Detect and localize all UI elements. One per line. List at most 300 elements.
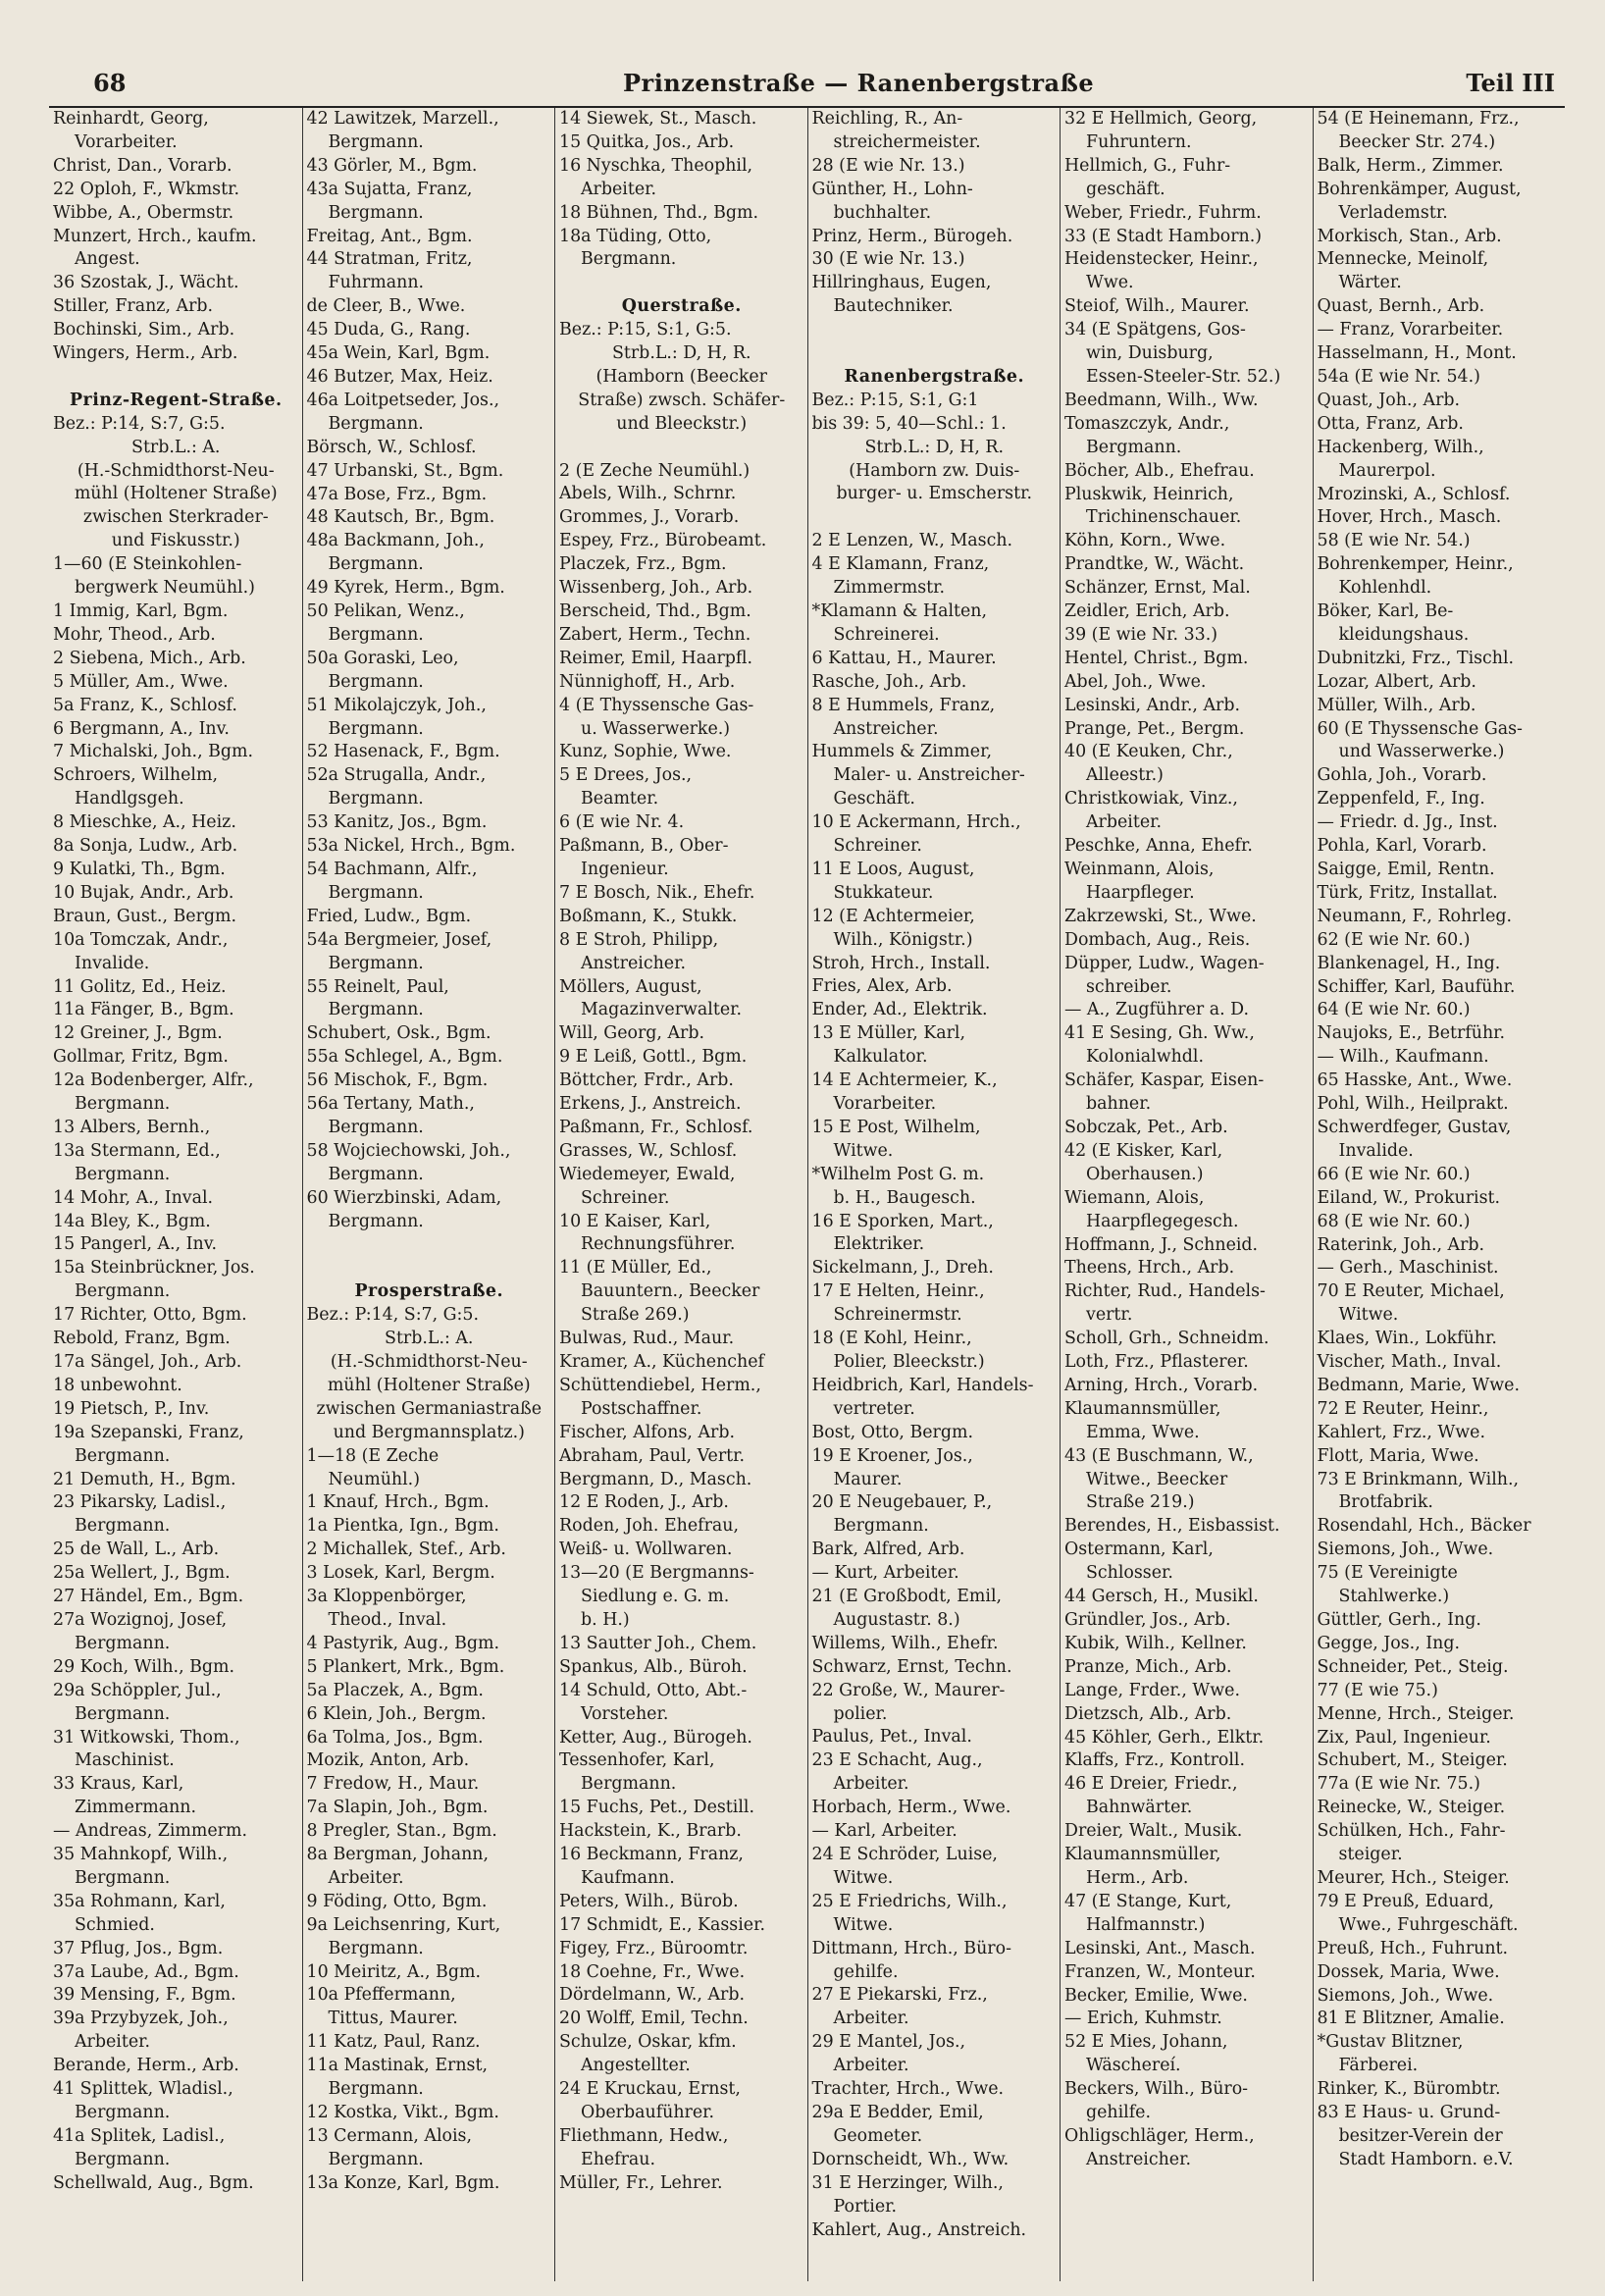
entry-line: 37a Laube, Ad., Bgm. — [53, 1961, 239, 1982]
entry-line: Kohlenhdl. — [1338, 578, 1432, 599]
entry-line: Kubik, Wilh., Kellner. — [1064, 1633, 1247, 1653]
entry-line: 9 Föding, Otto, Bgm. — [306, 1891, 488, 1911]
entry-line: 12 Greiner, J., Bgm. — [53, 1023, 223, 1044]
entry-line: Prinz, Herm., Bürogeh. — [811, 226, 1013, 246]
entry-line: Anstreicher. — [833, 718, 939, 739]
entry-line: 55a Schlegel, A., Bgm. — [306, 1047, 503, 1068]
entry-line: besitzer-Verein der — [1338, 2125, 1503, 2146]
street-heading: Querstraße. — [621, 296, 742, 317]
entry-line: Dornscheidt, Wh., Ww. — [811, 2149, 1010, 2169]
entry-line: 46 Butzer, Max, Heiz. — [306, 366, 493, 387]
entry-line: Mohr, Theod., Arb. — [53, 624, 216, 645]
entry-line: 52 Hasenack, F., Bgm. — [306, 742, 500, 762]
entry-line: Schreinerei. — [833, 624, 940, 645]
entry-line: Peschke, Anna, Ehefr. — [1064, 836, 1253, 857]
entry-line: 5 Müller, Am., Wwe. — [53, 671, 229, 692]
entry-line: Balk, Herm., Zimmer. — [1317, 155, 1504, 176]
entry-line: Alleestr.) — [1086, 765, 1164, 786]
entry-line: Schreinermstr. — [833, 1305, 962, 1326]
entry-line: 29a E Bedder, Emil, — [811, 2102, 984, 2122]
entry-line: Meurer, Hch., Steiger. — [1317, 1867, 1510, 1888]
entry-line: 12 E Roden, J., Arb. — [559, 1492, 729, 1513]
entry-line: Weinmann, Alois, — [1064, 860, 1215, 879]
entry-line: 20 Wolff, Emil, Techn. — [559, 2009, 749, 2029]
entry-line: Verlademstr. — [1338, 202, 1448, 223]
entry-line: 20 E Neugebauer, P., — [811, 1492, 993, 1513]
entry-line: Reichling, R., An- — [811, 109, 963, 129]
entry-line: Reinecke, W., Steiger. — [1317, 1798, 1506, 1818]
entry-line: 75 (E Vereinigte — [1317, 1563, 1458, 1584]
entry-line: Müller, Wilh., Arb. — [1317, 695, 1476, 715]
entry-line: Spankus, Alb., Büroh. — [559, 1656, 748, 1677]
entry-line: 14 Mohr, A., Inval. — [53, 1187, 214, 1208]
entry-line: de Cleer, B., Wwe. — [306, 296, 466, 317]
entry-line: Maler- u. Anstreicher- — [833, 765, 1025, 786]
entry-line: Bergmann. — [328, 202, 424, 223]
entry-line: Augustastr. 8.) — [833, 1609, 960, 1630]
entry-line: Böker, Karl, Be- — [1317, 601, 1454, 622]
spacer — [53, 366, 299, 390]
entry-line: Beckers, Wilh., Büro- — [1064, 2079, 1249, 2100]
entry-line: Haarpfleger. — [1086, 882, 1195, 903]
entry-line: Bergmann. — [328, 1938, 424, 1958]
entry-line: Gollmar, Fritz, Bgm. — [53, 1047, 229, 1068]
entry-line: Zeidler, Erich, Arb. — [1064, 601, 1230, 622]
entry-line: 10 E Kaiser, Karl, — [559, 1211, 711, 1231]
entry-line: Schäfer, Kaspar, Eisen- — [1064, 1070, 1265, 1091]
entry-line: Hellmich, G., Fuhr- — [1064, 155, 1231, 176]
entry-line: Böttcher, Frdr., Arb. — [559, 1070, 734, 1091]
entry-line: Bergmann. — [75, 2149, 171, 2169]
entry-line: 77 (E wie 75.) — [1317, 1680, 1438, 1700]
entry-line: Bergmann. — [328, 1117, 424, 1137]
entry-line: Oberbauführer. — [581, 2103, 715, 2122]
entry-line: Vischer, Math., Inval. — [1317, 1352, 1502, 1373]
entry-line: Bergmann. — [75, 1703, 171, 1724]
entry-line: 27a Wozignoj, Josef, — [53, 1609, 228, 1630]
entry-line: Angest. — [75, 249, 140, 270]
entry-line: 14 Schuld, Otto, Abt.- — [559, 1680, 748, 1700]
entry-line: Quast, Joh., Arb. — [1317, 390, 1461, 410]
entry-line: Handlgsgeh. — [75, 789, 184, 809]
entry-line: Neumühl.) — [328, 1469, 420, 1489]
entry-line: 15a Steinbrückner, Jos. — [53, 1258, 255, 1278]
entry-line: 18 Coehne, Fr., Wwe. — [559, 1961, 746, 1982]
entry-line: Stahlwerke.) — [1338, 1587, 1450, 1607]
spacer — [559, 272, 804, 295]
entry-line: Schmied. — [75, 1914, 155, 1935]
entry-line: Peters, Wilh., Bürob. — [559, 1891, 739, 1911]
spacer — [307, 1257, 552, 1280]
entry-line: 16 E Sporken, Mart., — [811, 1211, 994, 1231]
entry-line: — Andreas, Zimmerm. — [53, 1821, 248, 1842]
entry-line: 19 E Kroener, Jos., — [811, 1445, 973, 1466]
entry-line: Färberei. — [1338, 2056, 1419, 2076]
entry-line: und Wasserwerke.) — [1338, 742, 1505, 762]
entry-line: 39a Przybyzek, Joh., — [53, 2009, 229, 2029]
entry-line: Mennecke, Meinolf, — [1317, 249, 1489, 270]
entry-line: Fuhrmann. — [328, 273, 425, 293]
entry-line: *Wilhelm Post G. m. — [811, 1164, 985, 1184]
entry-line: Bergmann. — [328, 882, 424, 903]
entry-line: Kolonialwhdl. — [1086, 1047, 1205, 1068]
entry-line: Heidbrich, Karl, Handels- — [811, 1375, 1034, 1395]
entry-line: 56a Tertany, Math., — [306, 1094, 475, 1115]
entry-line: Kramer, A., Küchenchef — [559, 1352, 764, 1372]
entry-line: polier. — [833, 1703, 888, 1724]
entry-line: 9a Leichsenring, Kurt, — [306, 1914, 501, 1935]
entry-line: Schubert, M., Steiger. — [1317, 1750, 1508, 1771]
entry-line: Bergmann. — [1086, 437, 1182, 457]
entry-line: Flott, Maria, Wwe. — [1317, 1445, 1479, 1466]
entry-line: 45 Köhler, Gerh., Elktr. — [1064, 1727, 1265, 1748]
entry-line: Schlosser. — [1086, 1563, 1173, 1584]
entry-line: Otta, Franz, Arb. — [1317, 413, 1464, 434]
entry-line: 1 Knauf, Hrch., Bgm. — [306, 1492, 490, 1513]
entry-line: Arbeiter. — [833, 1774, 909, 1795]
entry-line: 12 Kostka, Vikt., Bgm. — [306, 2103, 499, 2122]
entry-line: zwischen Germaniastraße — [316, 1398, 542, 1419]
entry-line: Stadt Hamborn. e.V. — [1338, 2149, 1514, 2169]
entry-line: Raterink, Joh., Arb. — [1317, 1234, 1485, 1255]
entry-line: 15 Quitka, Jos., Arb. — [559, 131, 735, 152]
entry-line: 23 E Schacht, Aug., — [811, 1750, 983, 1771]
entry-line: 50a Goraski, Leo, — [306, 648, 459, 668]
entry-line: Fliethmann, Hedw., — [559, 2125, 729, 2146]
entry-line: Schüttendiebel, Herm., — [559, 1375, 761, 1395]
entry-line: Bergmann. — [75, 1867, 171, 1888]
entry-line: Beedmann, Wilh., Ww. — [1064, 390, 1259, 410]
entry-line: Will, Georg, Arb. — [559, 1023, 704, 1044]
entry-line: 11a Fänger, B., Bgm. — [53, 1000, 234, 1020]
entry-line: 25 E Friedrichs, Wilh., — [811, 1891, 1008, 1911]
entry-line: 2 Siebena, Mich., Arb. — [53, 648, 246, 668]
entry-line: Gohla, Joh., Vorarb. — [1317, 765, 1487, 786]
entry-line: 18 unbewohnt. — [53, 1375, 182, 1395]
entry-line: Rasche, Joh., Arb. — [811, 671, 967, 692]
entry-line: Nünnighoff, H., Arb. — [559, 671, 736, 692]
entry-line: 12a Bodenberger, Alfr., — [53, 1070, 254, 1091]
entry-line: kleidungshaus. — [1338, 624, 1470, 645]
entry-line: Strb.L.: D, H, R. — [864, 437, 1005, 457]
entry-line: Magazinverwalter. — [581, 1000, 743, 1020]
entry-line: Arbeiter. — [75, 2032, 151, 2053]
entry-line: Bohrenkemper, Heinr., — [1317, 554, 1514, 575]
entry-line: Bergmann. — [75, 1094, 171, 1115]
entry-line: mühl (Holtener Straße) — [74, 484, 278, 504]
page-header — [93, 61, 1555, 104]
entry-line: 46 E Dreier, Friedr., — [1064, 1774, 1238, 1795]
entry-line: Prandtke, W., Wächt. — [1064, 554, 1245, 575]
entry-line: 6 Kattau, H., Maurer. — [811, 648, 997, 668]
entry-line: 46a Loitpetseder, Jos., — [306, 390, 500, 410]
entry-line: Bochinski, Sim., Arb. — [53, 320, 235, 340]
entry-line: Witwe., Beecker — [1086, 1469, 1228, 1489]
entry-line: Hackstein, K., Brarb. — [559, 1821, 742, 1842]
entry-line: Preuß, Hch., Fuhrunt. — [1317, 1938, 1509, 1958]
entry-line: 41 E Sesing, Gh. Ww., — [1064, 1023, 1255, 1044]
entry-line: Geschäft. — [833, 789, 915, 809]
entry-line: Eiland, W., Prokurist. — [1317, 1187, 1501, 1208]
entry-line: Rosendahl, Hch., Bäcker — [1317, 1516, 1531, 1537]
entry-line: 31 E Herzinger, Wilh., — [811, 2172, 1004, 2193]
entry-line: bergwerk Neumühl.) — [75, 578, 255, 599]
entry-line: Trachter, Hrch., Wwe. — [811, 2079, 1005, 2100]
entry-line: Fries, Alex, Arb. — [811, 976, 953, 997]
entry-line: Bergmann. — [328, 2149, 424, 2169]
entry-line: Hentel, Christ., Bgm. — [1064, 648, 1249, 668]
entry-line: Günther, H., Lohn- — [811, 179, 973, 199]
entry-line: u. Wasserwerke.) — [581, 718, 731, 739]
column-6 — [1313, 108, 1566, 2281]
entry-line: 32 E Hellmich, Georg, — [1064, 109, 1258, 129]
entry-line: Müller, Fr., Lehrer. — [559, 2172, 723, 2193]
entry-line: 14a Bley, K., Bgm. — [53, 1211, 211, 1231]
entry-line: Maurer. — [833, 1469, 903, 1489]
entry-line: Richter, Rud., Handels- — [1064, 1281, 1266, 1302]
entry-line: Grasses, W., Schlosf. — [559, 1140, 738, 1161]
entry-line: Rebold, Franz, Bgm. — [53, 1329, 231, 1349]
entry-line: Bedmann, Marie, Wwe. — [1317, 1375, 1520, 1395]
entry-line: und Bergmannsplatz.) — [333, 1422, 525, 1442]
entry-line: Freitag, Ant., Bgm. — [306, 226, 473, 246]
entry-line: gehilfe. — [1086, 2103, 1152, 2123]
entry-line: Lesinski, Ant., Masch. — [1064, 1938, 1256, 1958]
entry-line: Schreiner. — [581, 1187, 670, 1208]
entry-line: *Klamann & Halten, — [811, 600, 988, 621]
entry-line: Stroh, Hrch., Install. — [811, 953, 991, 973]
entry-line: Herm., Arb. — [1086, 1867, 1189, 1888]
entry-line: bahner. — [1086, 1094, 1152, 1115]
entry-line: 29 Koch, Wilh., Bgm. — [53, 1656, 235, 1677]
entry-line: 41a Splitek, Ladisl., — [53, 2125, 226, 2146]
entry-line: und Bleeckstr.) — [616, 413, 748, 434]
entry-line: 7 Michalski, Joh., Bgm. — [53, 742, 254, 762]
entry-line: Blankenagel, H., Ing. — [1317, 953, 1501, 973]
entry-line: Bergmann. — [328, 131, 424, 152]
street-heading: Prinz-Regent-Straße. — [69, 390, 283, 410]
entry-line: gehilfe. — [833, 1961, 899, 1982]
entry-line: 65 Hasske, Ant., Wwe. — [1317, 1070, 1513, 1091]
entry-line: Wäschereí. — [1086, 2056, 1181, 2076]
entry-line: Abraham, Paul, Vertr. — [559, 1445, 746, 1466]
entry-line: Ingenieur. — [581, 859, 669, 879]
part-label: Teil III — [1466, 69, 1555, 97]
entry-line: 62 (E wie Nr. 60.) — [1317, 929, 1471, 950]
entry-line: Hasselmann, H., Mont. — [1317, 343, 1517, 364]
entry-line: Hoffmann, J., Schneid. — [1064, 1234, 1259, 1255]
entry-line: Pohla, Karl, Vorarb. — [1317, 836, 1487, 857]
entry-line: Bark, Alfred, Arb. — [811, 1539, 965, 1560]
entry-line: Dittmann, Hrch., Büro- — [811, 1938, 1011, 1958]
spacer — [812, 506, 1058, 530]
entry-line: Kalkulator. — [833, 1047, 928, 1068]
entry-line: Arbeiter. — [328, 1867, 404, 1888]
entry-line: Börsch, W., Schlosf. — [306, 437, 477, 457]
entry-line: 10 Meiritz, A., Bgm. — [306, 1961, 481, 1982]
entry-line: Elektriker. — [833, 1234, 925, 1255]
entry-line: 29a Schöppler, Jul., — [53, 1680, 222, 1700]
entry-line: — Kurt, Arbeiter. — [811, 1563, 959, 1584]
entry-line: 49 Kyrek, Herm., Bgm. — [306, 578, 505, 599]
entry-line: 19 Pietsch, P., Inv. — [53, 1398, 210, 1419]
entry-line: 6a Tolma, Jos., Bgm. — [306, 1727, 484, 1748]
entry-line: vertr. — [1086, 1305, 1133, 1326]
entry-line: Bez.: P:15, S:1, G:5. — [559, 320, 732, 340]
entry-line: 51 Mikolajczyk, Joh., — [306, 695, 487, 715]
entry-line: Pranze, Mich., Arb. — [1064, 1656, 1232, 1677]
entry-line: 48a Backmann, Joh., — [306, 531, 485, 551]
entry-line: Schiffer, Karl, Bauführ. — [1317, 976, 1516, 997]
entry-line: 27 E Piekarski, Frz., — [811, 1985, 988, 2006]
entry-line: Tomaszczyk, Andr., — [1064, 413, 1230, 434]
entry-line: 54a Bergmeier, Josef, — [306, 929, 492, 950]
entry-line: Bez.: P:15, S:1, G:1 — [811, 390, 979, 410]
entry-line: Wwe. — [1086, 273, 1134, 293]
columns — [49, 108, 1565, 2281]
entry-line: 13 Cermann, Alois, — [306, 2125, 472, 2146]
entry-line: Paßmann, B., Ober- — [559, 836, 729, 857]
entry-line: Bahnwärter. — [1086, 1798, 1193, 1818]
entry-line: Bergmann. — [328, 2079, 424, 2100]
entry-line: Ostermann, Karl, — [1064, 1539, 1214, 1560]
entry-line: 52a Strugalla, Andr., — [306, 765, 487, 786]
entry-line: 25a Wellert, J., Bgm. — [53, 1563, 231, 1584]
entry-line: Paßmann, Fr., Schlosf. — [559, 1117, 753, 1137]
column-5 — [1060, 108, 1313, 2281]
entry-line: Braun, Gust., Bergm. — [53, 906, 237, 926]
entry-line: Zix, Paul, Ingenieur. — [1317, 1727, 1491, 1748]
entry-line: Mrozinski, A., Schlosf. — [1317, 484, 1511, 504]
entry-line: 8a Bergman, Johann, — [306, 1845, 490, 1865]
entry-line: Reinhardt, Georg, — [53, 109, 209, 129]
entry-line: 55 Reinelt, Paul, — [306, 976, 449, 997]
entry-line: Maurerpol. — [1338, 460, 1436, 481]
entry-line: Stiller, Franz, Arb. — [53, 296, 214, 317]
entry-line: Morkisch, Stan., Arb. — [1317, 226, 1502, 246]
entry-line: Witwe. — [833, 1140, 894, 1161]
entry-line: 44 Gersch, H., Musikl. — [1064, 1587, 1259, 1607]
entry-line: Arbeiter. — [833, 2009, 909, 2029]
entry-line: Zimmermann. — [75, 1798, 197, 1818]
entry-line: Scholl, Grh., Schneidm. — [1064, 1329, 1269, 1349]
entry-line: — A., Zugführer a. D. — [1064, 1000, 1250, 1020]
entry-line: Theod., Inval. — [328, 1609, 447, 1630]
entry-line: 18a Tüding, Otto, — [559, 226, 712, 246]
entry-line: Zabert, Herm., Techn. — [559, 624, 751, 645]
entry-line: 3a Kloppenbörger, — [306, 1587, 467, 1607]
entry-line: Gründler, Jos., Arb. — [1064, 1610, 1231, 1630]
entry-line: 8 E Stroh, Philipp, — [559, 929, 719, 950]
entry-line: Emma, Wwe. — [1086, 1422, 1200, 1442]
entry-line: Vorarbeiter. — [75, 131, 178, 152]
entry-line: Straße 269.) — [581, 1305, 690, 1326]
entry-line: 68 (E wie Nr. 60.) — [1317, 1211, 1471, 1231]
entry-line: Wiedemeyer, Ewald, — [559, 1164, 736, 1184]
entry-line: Erkens, J., Anstreich. — [559, 1094, 742, 1115]
entry-line: Bautechniker. — [833, 296, 954, 317]
entry-line: 5a Franz, K., Schlosf. — [53, 695, 237, 715]
entry-line: Strb.L.: A. — [385, 1329, 474, 1349]
entry-line: 6 Bergmann, A., Inv. — [53, 718, 230, 739]
column-2 — [302, 108, 555, 2281]
entry-line: Horbach, Herm., Wwe. — [811, 1798, 1011, 1818]
entry-line: (H.-Schmidthorst-Neu- — [77, 460, 275, 481]
entry-line: 14 E Achtermeier, K., — [811, 1070, 998, 1091]
entry-line: 77a (E wie Nr. 75.) — [1317, 1774, 1480, 1795]
entry-line: 79 E Preuß, Eduard, — [1317, 1891, 1494, 1911]
entry-line: 36 Szostak, J., Wächt. — [53, 273, 239, 293]
entry-line: 60 (E Thyssensche Gas- — [1317, 718, 1523, 739]
entry-line: 48 Kautsch, Br., Bgm. — [306, 507, 495, 528]
entry-line: Klaffs, Frz., Kontroll. — [1064, 1750, 1246, 1771]
entry-line: 31 Witkowski, Thom., — [53, 1727, 240, 1748]
entry-line: 33 Kraus, Karl, — [53, 1774, 184, 1795]
entry-line: Bergmann. — [328, 554, 424, 575]
entry-line: burger- u. Emscherstr. — [836, 484, 1033, 504]
entry-line: Mozik, Anton, Arb. — [306, 1750, 470, 1771]
entry-line: Straße) zwsch. Schäfer- — [578, 390, 786, 410]
entry-line: Schulze, Oskar, kfm. — [559, 2032, 737, 2053]
column-4 — [807, 108, 1061, 2281]
entry-line: Stukkateur. — [833, 882, 934, 903]
entry-line: Halfmannstr.) — [1086, 1914, 1206, 1935]
entry-line: Pohl, Wilh., Heilprakt. — [1317, 1094, 1509, 1115]
entry-line: 54a (E wie Nr. 54.) — [1317, 366, 1480, 387]
entry-line: 41 Splittek, Wladisl., — [53, 2079, 233, 2100]
spacer — [812, 319, 1058, 342]
entry-line: Schreiner. — [833, 836, 922, 857]
entry-line: (H.-Schmidthorst-Neu- — [330, 1352, 528, 1372]
entry-line: Hackenberg, Wilh., — [1317, 437, 1484, 457]
entry-line: Bergmann. — [75, 1445, 171, 1466]
entry-line: Weiß- u. Wollwaren. — [559, 1539, 733, 1560]
entry-line: Angestellter. — [581, 2056, 691, 2076]
entry-line: Tittus, Maurer. — [328, 2009, 458, 2029]
entry-line: Portier. — [833, 2196, 898, 2217]
entry-line: 64 (E wie Nr. 60.) — [1317, 1000, 1471, 1020]
entry-line: Möllers, August, — [559, 976, 702, 997]
entry-line: Bergmann. — [581, 1774, 677, 1795]
entry-line: schreiber. — [1086, 976, 1172, 997]
entry-line: Becker, Emilie, Wwe. — [1064, 1985, 1248, 2006]
entry-line: 54 (E Heinemann, Frz., — [1317, 109, 1520, 129]
entry-line: Bohrenkämper, August, — [1317, 179, 1522, 199]
entry-line: Beamter. — [581, 789, 659, 809]
entry-line: 60 Wierzbinski, Adam, — [306, 1187, 502, 1208]
entry-line: Naujoks, E., Betrführ. — [1317, 1023, 1506, 1044]
entry-line: 47a Bose, Frz., Bgm. — [306, 484, 488, 504]
entry-line: 47 (E Stange, Kurt, — [1064, 1891, 1232, 1911]
entry-line: Fried, Ludw., Bgm. — [306, 906, 472, 926]
entry-line: Gegge, Jos., Ing. — [1317, 1633, 1460, 1653]
entry-line: 8 Mieschke, A., Heiz. — [53, 812, 236, 833]
entry-line: Bergmann. — [75, 1164, 171, 1184]
entry-line: Hummels & Zimmer, — [811, 742, 993, 762]
entry-line: Witwe. — [833, 1914, 894, 1935]
entry-line: Dubnitzki, Frz., Tischl. — [1317, 648, 1515, 668]
entry-line: Abels, Wilh., Schrnr. — [559, 484, 737, 504]
entry-line: Haarpflegegesch. — [1086, 1211, 1239, 1231]
entry-line: Dossek, Maria, Wwe. — [1317, 1961, 1500, 1982]
entry-line: Christ, Dan., Vorarb. — [53, 155, 233, 176]
entry-line: Vorarbeiter. — [833, 1094, 937, 1115]
entry-line: 11 E Loos, August, — [811, 859, 975, 879]
entry-line: Schwarz, Ernst, Techn. — [811, 1656, 1012, 1677]
entry-line: Witwe. — [1338, 1305, 1399, 1326]
entry-line: b. H.) — [581, 1609, 630, 1630]
entry-line: Wiemann, Alois, — [1064, 1187, 1205, 1208]
